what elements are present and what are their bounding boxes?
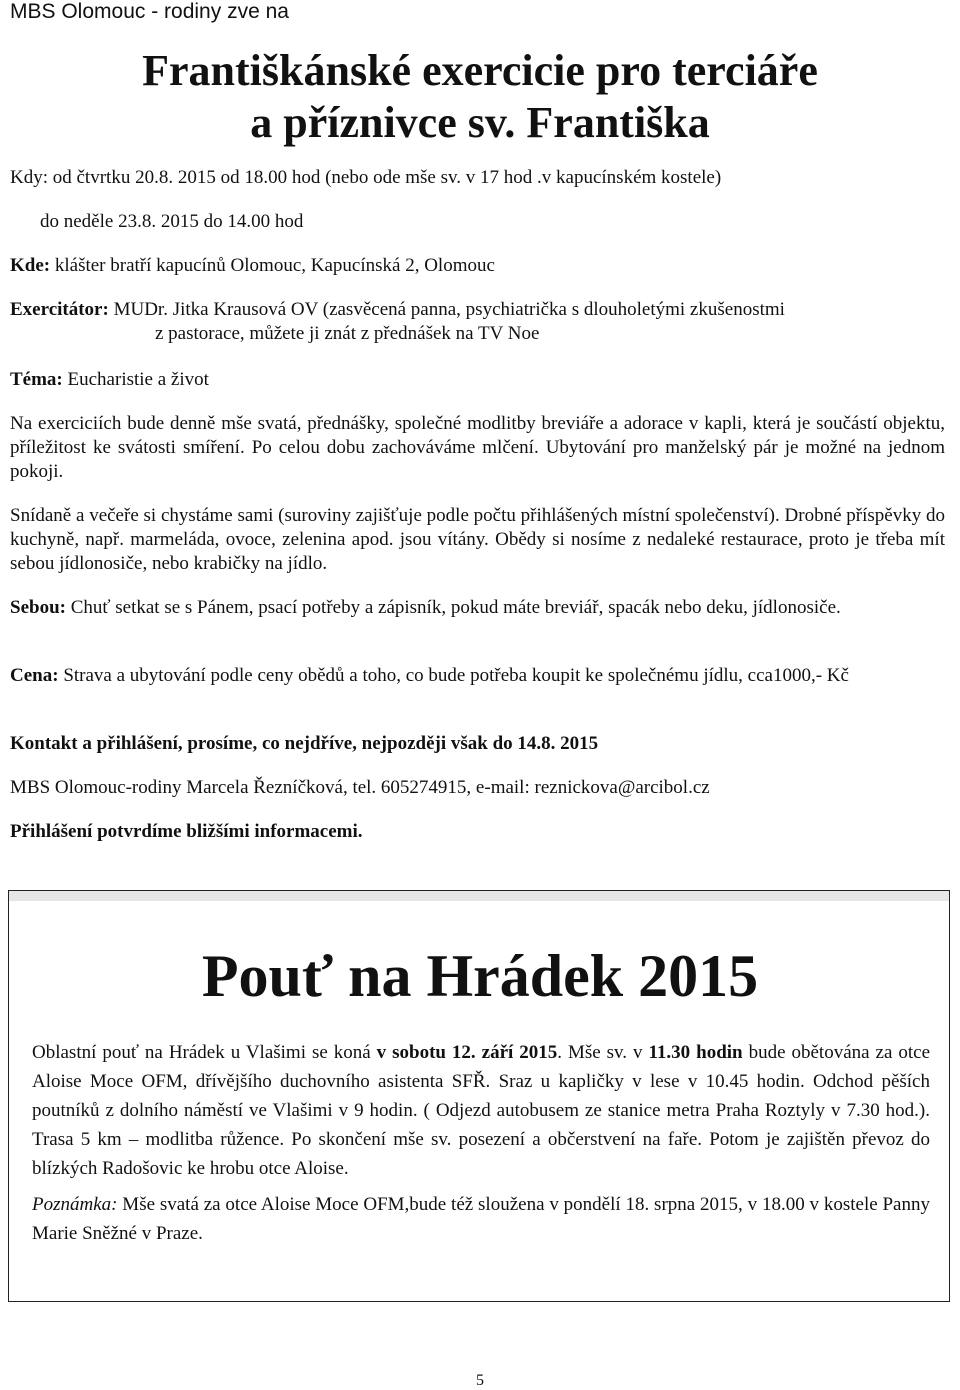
sebou-label: Sebou: — [10, 597, 66, 618]
kde-label: Kde: — [10, 255, 51, 276]
pout-note-label: Poznámka: — [32, 1194, 118, 1215]
exercitator-line-2: z pastorace, můžete ji znát z přednášek na TV Noe — [155, 323, 540, 344]
exercitator-line — [10, 298, 785, 322]
kdy-label: Kdy: — [10, 167, 48, 188]
tema-line — [10, 368, 209, 392]
pout-box-bar — [9, 891, 949, 901]
cena-paragraph — [10, 664, 945, 688]
document-header: MBS Olomouc - rodiny zve na — [10, 0, 289, 23]
title-line-1: Františkánské exercicie pro terciáře — [142, 46, 818, 95]
page-number: 5 — [476, 1372, 484, 1389]
confirmation-note: Přihlášení potvrdíme bližšími informacemi. — [10, 821, 363, 842]
kdy-line-2: do neděle 23.8. 2015 do 14.00 hod — [40, 211, 304, 232]
exercitator-label: Exercitátor: — [10, 299, 109, 320]
sebou-text: Chuť setkat se s Pánem, psací potřeby a zápisník, pokud máte breviář, spacák nebo deku, jídlonosiče. — [65, 597, 841, 618]
paragraph-program: Na exerciciích bude denně mše svatá, přednášky, společné modlitby breviáře a adorace v kapli, která je součástí objektu, příležitost ke svátosti smíření. Po celou dobu zachováváme mlčení. Ubytování pro manželský pár je možné na jednom pokoji. — [10, 413, 945, 482]
tema-text: Eucharistie a život — [62, 369, 209, 390]
pout-note — [32, 1190, 930, 1248]
pout-title: Pouť na Hrádek 2015 — [201, 943, 759, 1009]
sebou-paragraph — [10, 596, 945, 620]
paragraph-meals: Snídaně a večeře si chystáme sami (suroviny zajišťuje podle počtu přihlášených místní společenství). Drobné příspěvky do kuchyně, např. marmeláda, ovoce, zelenina apod. jsou vítány. Obědy si nosíme z nedaleké restaurace, proto je třeba mít sebou jídlonosiče, nebo krabičky na jídlo. — [10, 505, 945, 574]
kontakt-heading: Kontakt a přihlášení, prosíme, co nejdříve, nejpozději však do 14.8. 2015 — [10, 733, 599, 754]
pout-note-text: Mše svatá za otce Aloise Moce OFM,bude též sloužena v pondělí 18. srpna 2015, v 18.00 v kostele Panny Marie Sněžné v Praze. — [32, 1194, 930, 1244]
kontakt-detail: MBS Olomouc-rodiny Marcela Řezníčková, tel. 605274915, e-mail: reznickova@arcibol.cz — [10, 777, 710, 798]
kde-line — [10, 254, 495, 278]
kdy-text: od čtvrtku 20.8. 2015 od 18.00 hod (nebo ode mše sv. v 17 hod .v kapucínském kostele) — [48, 167, 722, 188]
kde-text: klášter bratří kapucínů Olomouc, Kapucínská 2, Olomouc — [50, 255, 495, 276]
title-line-2: a příznivce sv. Františka — [250, 98, 710, 147]
kdy-line — [10, 166, 721, 190]
cena-text: Strava a ubytování podle ceny obědů a toho, co bude potřeba koupit ke společnému jídlu, cca1000,- Kč — [58, 665, 849, 686]
tema-label: Téma: — [10, 369, 63, 390]
pout-paragraph: Oblastní pouť na Hrádek u Vlašimi se koná v sobotu 12. září 2015. Mše sv. v 11.30 hodin bude obětována za otce Aloise Moce OFM, dřívějšího duchovního asistenta SFŘ. Sraz u kapličky v lese v 10.45 hodin. Odchod pěších poutníků z dolního náměstí ve Vlašimi v 9 hodin. ( Odjezd autobusem ze stanice metra Praha Roztyly v 7.30 hod.). Trasa 5 km – modlitba růžence. Po skončení mše sv. posezení a občerstvení na faře. Potom je zajištěn převoz do blízkých Radošovic ke hrobu otce Aloise. — [32, 1042, 931, 1179]
cena-label: Cena: — [10, 665, 59, 686]
exercitator-text: MUDr. Jitka Krausová OV (zasvěcená panna, psychiatrička s dlouholetými zkušenostmi — [108, 299, 785, 320]
